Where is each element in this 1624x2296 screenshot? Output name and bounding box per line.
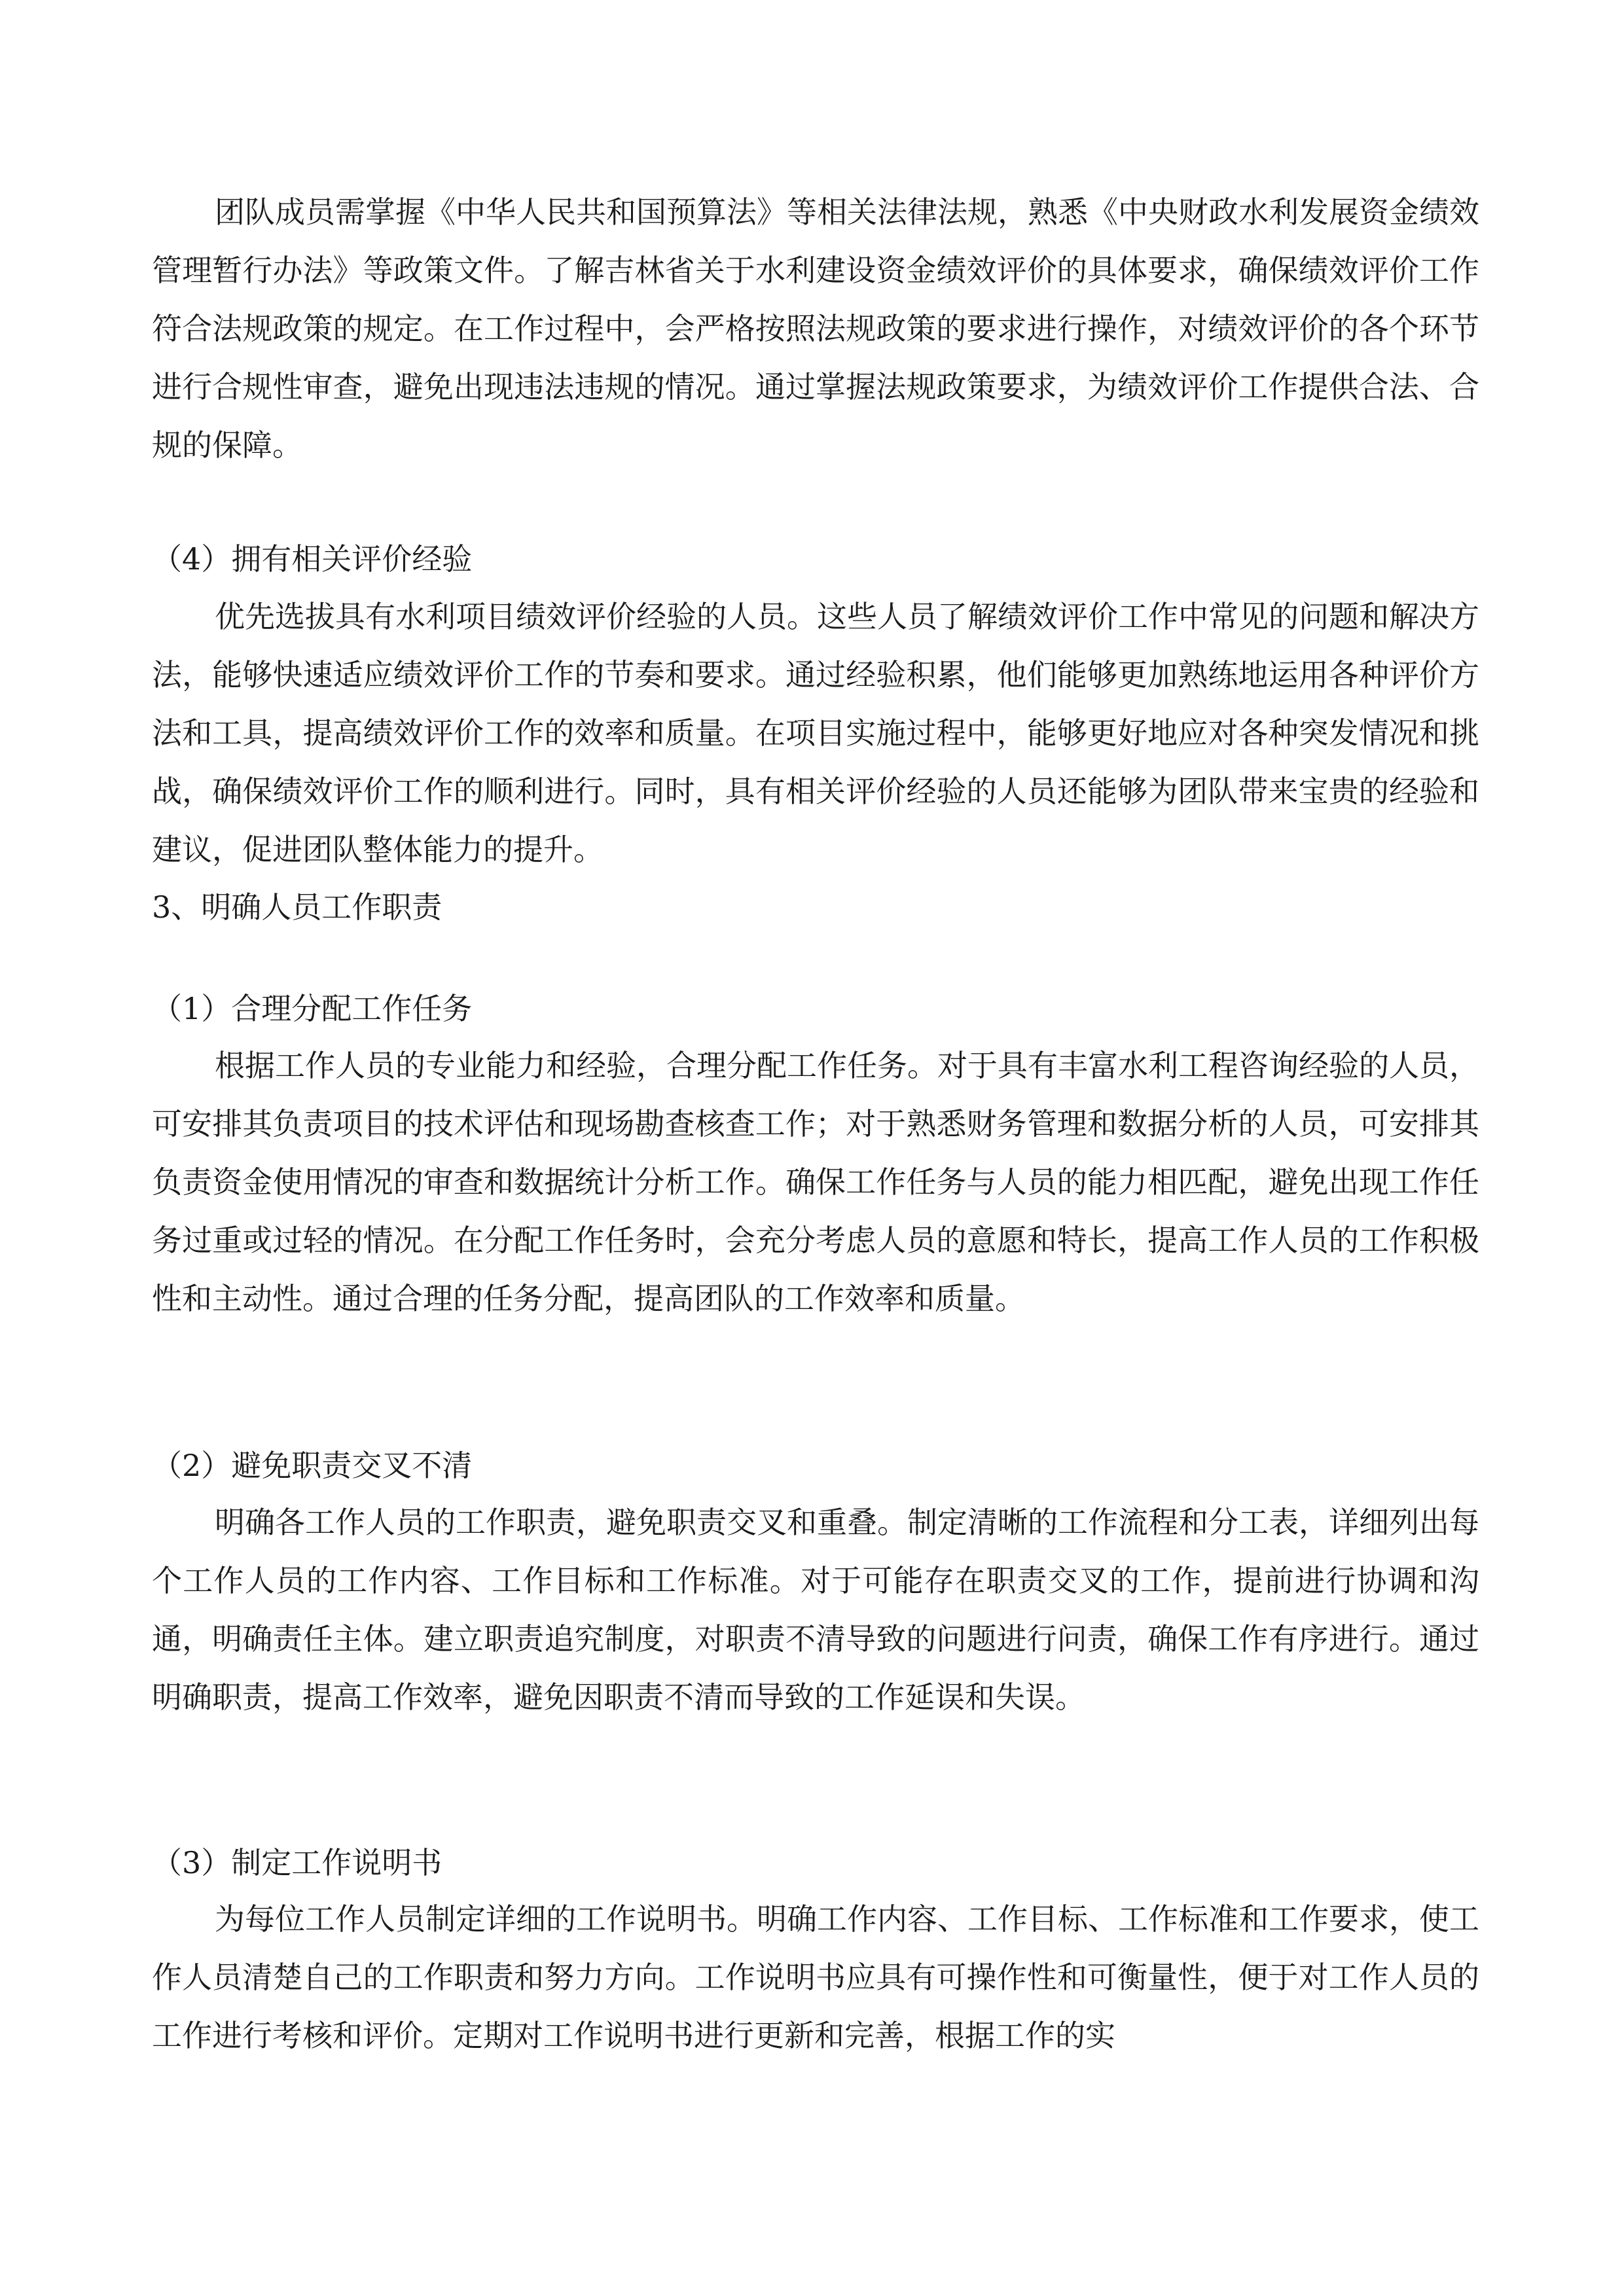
heading-evaluation-experience: （4）拥有相关评价经验: [152, 541, 473, 577]
paragraph-avoid-overlap: 明确各工作人员的工作职责，避免职责交叉和重叠。制定清晰的工作流程和分工表，详细列出每个工作人员的工作内容、工作目标和工作标准。对于可能存在职责交叉的工作，提前进行协调和沟通，明确责任主体。建立职责追究制度，对职责不清导致的问题进行问责，确保工作有序进行。通过明确职责，提高工作效率，避免因职责不清而导致的工作延误和失误。: [152, 1505, 1479, 1715]
paragraph-task-allocation: 根据工作人员的专业能力和经验，合理分配工作任务。对于具有丰富水利工程咨询经验的人员，可安排其负责项目的技术评估和现场勘查核查工作；对于熟悉财务管理和数据分析的人员，可安排其负责资金使用情况的审查和数据统计分析工作。确保工作任务与人员的能力相匹配，避免出现工作任务过重或过轻的情况。在分配工作任务时，会充分考虑人员的意愿和特长，提高工作人员的工作积极性和主动性。通过合理的任务分配，提高团队的工作效率和质量。: [152, 1048, 1479, 1316]
heading-clarify-responsibilities: 3、明确人员工作职责: [152, 889, 442, 925]
heading-avoid-overlap: （2）避免职责交叉不清: [152, 1448, 473, 1483]
paragraph-evaluation-experience: 优先选拔具有水利项目绩效评价经验的人员。这些人员了解绩效评价工作中常见的问题和解决方法，能够快速适应绩效评价工作的节奏和要求。通过经验积累，他们能够更加熟练地运用各种评价方法和工具，提高绩效评价工作的效率和质量。在项目实施过程中，能够更好地应对各种突发情况和挑战，确保绩效评价工作的顺利进行。同时，具有相关评价经验的人员还能够为团队带来宝贵的经验和建议，促进团队整体能力的提升。: [152, 599, 1479, 867]
paragraph-legal-compliance: 团队成员需掌握《中华人民共和国预算法》等相关法律法规，熟悉《中央财政水利发展资金绩效管理暂行办法》等政策文件。了解吉林省关于水利建设资金绩效评价的具体要求，确保绩效评价工作符合法规政策的规定。在工作过程中，会严格按照法规政策的要求进行操作，对绩效评价的各个环节进行合规性审查，避免出现违法违规的情况。通过掌握法规政策要求，为绩效评价工作提供合法、合规的保障。: [152, 194, 1479, 463]
heading-task-allocation: （1）合理分配工作任务: [152, 991, 473, 1026]
paragraph-job-description: 为每位工作人员制定详细的工作说明书。明确工作内容、工作目标、工作标准和工作要求，使工作人员清楚自己的工作职责和努力方向。工作说明书应具有可操作性和可衡量性，便于对工作人员的工作进行考核和评价。定期对工作说明书进行更新和完善，根据工作的实: [152, 1901, 1479, 2053]
heading-job-description: （3）制定工作说明书: [152, 1845, 442, 1880]
